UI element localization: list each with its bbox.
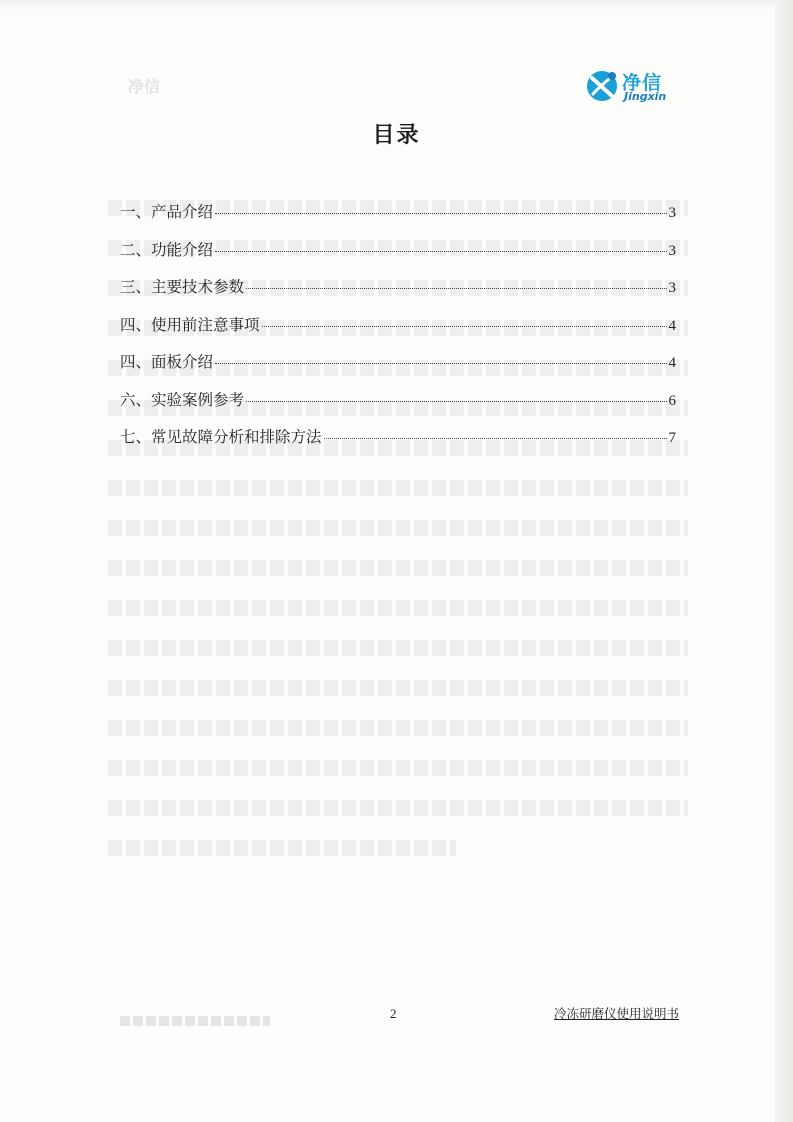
toc-entry-page: 3 (668, 205, 676, 221)
scan-edge-top (0, 0, 793, 10)
scan-edge-right (775, 0, 793, 1122)
toc-entry-label: 四、面板介绍 (120, 353, 214, 371)
toc-entry-6[interactable] (120, 388, 676, 426)
jingxin-logo (584, 66, 684, 106)
jingxin-logo-icon (584, 68, 620, 104)
toc-entry-1[interactable] (120, 200, 676, 238)
toc-entry-4[interactable] (120, 313, 676, 351)
toc-entry-label: 一、产品介绍 (120, 203, 214, 221)
show-through-footer (120, 1016, 270, 1026)
toc-entry-label: 二、功能介绍 (120, 240, 214, 259)
page-title: 目录 (372, 122, 421, 148)
toc-entry-3[interactable] (120, 275, 676, 313)
toc-entry-page: 7 (668, 430, 676, 446)
footer-document-title: 冷冻研磨仪使用说明书 (554, 1006, 680, 1021)
toc-leader-dots (246, 401, 666, 402)
toc-leader-dots (215, 213, 666, 214)
logo-name-cn: 净信 (622, 72, 663, 94)
toc-entry-page: 3 (668, 280, 676, 296)
toc-leader-dots (215, 251, 666, 252)
toc-entry-label: 三、主要技术参数 (120, 278, 245, 296)
toc-entry-label: 六、实验案例参考 (120, 390, 245, 409)
toc-entry-page: 6 (668, 392, 676, 409)
toc-leader-dots (324, 438, 667, 439)
toc-entry-page: 4 (668, 317, 676, 334)
page-number: 2 (390, 1006, 397, 1021)
toc-entry-label: 四、使用前注意事项 (120, 315, 260, 334)
toc-leader-dots (215, 363, 666, 364)
table-of-contents (120, 200, 676, 463)
toc-entry-label: 七、常见故障分析和排除方法 (120, 428, 322, 446)
logo-name-en: Jingxin (624, 90, 667, 103)
toc-entry-7[interactable] (120, 425, 676, 463)
show-through-logo: 净信 (128, 77, 161, 96)
toc-leader-dots (262, 326, 667, 327)
toc-entry-2[interactable] (120, 238, 676, 276)
toc-entry-5[interactable] (120, 350, 676, 388)
toc-entry-page: 3 (668, 242, 676, 259)
toc-leader-dots (246, 288, 666, 289)
toc-entry-page: 4 (668, 355, 676, 371)
